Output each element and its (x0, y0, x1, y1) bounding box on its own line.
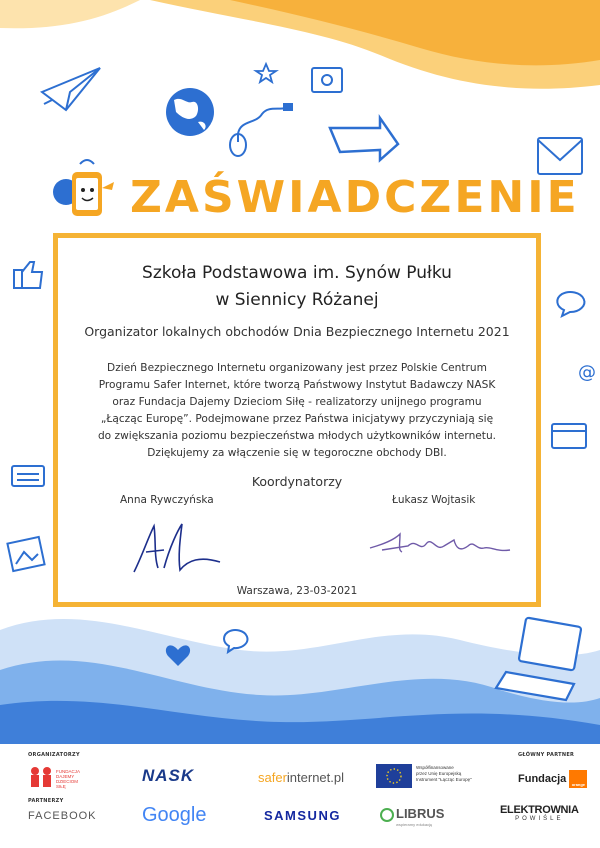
body-line: Programu Safer Internet, które tworzą Państwowy Instytut Badawczy NASK (98, 379, 496, 391)
school-name-line1: Szkoła Podstawowa im. Synów Pułku (142, 263, 452, 283)
internet-part: internet.pl (286, 770, 344, 785)
paper-plane-icon (42, 68, 100, 110)
nask-logo: NASK (142, 766, 195, 785)
eu-logo (376, 764, 472, 793)
coordinator-right-name: Łukasz Wojtasik (392, 494, 476, 506)
fundacja-text: Fundacja (518, 773, 567, 785)
body-line: do zwiększania poziomu bezpieczeństwa młodych użytkowników internetu. (97, 430, 497, 442)
school-name (58, 260, 536, 314)
eu-line3: Instrument "Łącząc Europę" (416, 777, 472, 782)
organizer-line: Organizator lokalnych obchodów Dnia Bezpiecznego Internetu 2021 (84, 324, 510, 339)
organizers-label: ORGANIZATORZY (28, 752, 80, 758)
safer-part: safer (258, 770, 287, 785)
fdds-text: FUNDACJA DAJEMY DZIECIOM SIŁĘ (56, 769, 80, 789)
photo-icon (7, 537, 44, 571)
eu-line2: przez Unię Europejską (416, 771, 462, 776)
footer-logos (0, 744, 600, 848)
star-icon (256, 64, 276, 82)
body-line: oraz Fundacja Dajemy Dzieciom Siłę - realizatorzy unijnego programu (112, 396, 482, 408)
body-line: Dzień Bezpiecznego Internetu organizowany jest przez Polskie Centrum (107, 362, 487, 374)
place-date: Warszawa, 23-03-2021 (236, 585, 358, 597)
fdds-children-icon (28, 766, 54, 788)
librus-text: LIBRUS (396, 806, 445, 821)
certificate-body (84, 360, 510, 462)
librus-sub: wspieramy edukację (396, 822, 433, 827)
eu-line1: Współfinansowane (416, 765, 454, 770)
envelope-icon (538, 138, 582, 174)
facebook-logo: FACEBOOK (28, 810, 97, 822)
mascot-tablet-icon (53, 160, 114, 216)
school-name-line2: w Siennicy Różanej (215, 290, 379, 310)
elektrownia-logo (500, 804, 579, 822)
globe-icon (166, 88, 214, 136)
main-partner-label: GŁÓWNY PARTNER (518, 752, 575, 758)
saferinternet-logo (258, 770, 344, 785)
body-line: Dziękujemy za włączenie się w tegoroczne obchody DBI. (147, 447, 447, 459)
librus-circle-icon (380, 808, 394, 822)
mouse-icon (230, 104, 292, 156)
powisle-text: POWIŚLE (515, 816, 564, 822)
fundacja-orange-logo (518, 770, 587, 788)
thumbs-up-icon (14, 262, 42, 288)
arrow-icon (330, 118, 398, 160)
eu-flag-icon (376, 764, 412, 788)
google-logo: Google (142, 804, 207, 826)
chat-bubble-icon (557, 292, 584, 316)
coordinator-left-name: Anna Rywczyńska (120, 494, 214, 506)
orange-badge: orange (569, 770, 587, 788)
film-icon (312, 68, 342, 92)
keyboard-icon (12, 466, 44, 486)
fdds-logo (28, 766, 80, 793)
signature-right (364, 526, 514, 562)
at-sign-icon: @ (578, 362, 596, 383)
browser-window-icon (552, 424, 586, 448)
body-line: „Łącząc Europę”. Podejmowane przez Państwa inicjatywy przyczyniają się (100, 413, 494, 425)
samsung-logo: SAMSUNG (264, 808, 341, 823)
elektrownia-text: ELEKTROWNIA (500, 804, 579, 816)
partners-label: PARTNERZY (28, 798, 64, 804)
certificate-title: ZAŚWIADCZENIE (130, 172, 580, 223)
certificate-frame (53, 233, 541, 607)
signature-left (124, 516, 224, 578)
coordinators-heading: Koordynatorzy (251, 474, 343, 489)
